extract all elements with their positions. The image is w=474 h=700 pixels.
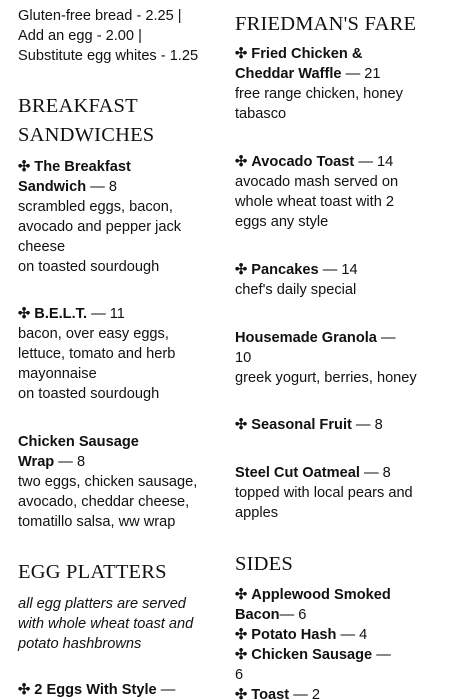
- menu-item-steel-cut-oatmeal: [235, 463, 470, 523]
- item-description: mayonnaise: [18, 366, 97, 382]
- menu-bullet-icon: ✣: [18, 306, 31, 322]
- price-dash: —: [376, 647, 391, 663]
- menu-bullet-icon: ✣: [18, 159, 31, 175]
- price-dash: —: [381, 330, 396, 346]
- egg-platters-note: [18, 594, 223, 654]
- item-name: Applewood Smoked: [251, 587, 391, 603]
- menu-item-breakfast-sandwich: [18, 157, 223, 277]
- menu-bullet-icon: ✣: [18, 682, 31, 698]
- item-name: Seasonal Fruit: [251, 417, 352, 433]
- menu-item-avocado-toast: [235, 152, 470, 232]
- item-name: Pancakes: [251, 262, 319, 278]
- menu-item-seasonal-fruit: [235, 415, 470, 435]
- section-title-line: SANDWICHES: [18, 124, 155, 146]
- menu-bullet-icon: ✣: [235, 262, 248, 278]
- item-description: avocado mash served on: [235, 174, 399, 190]
- item-name: The Breakfast: [34, 159, 131, 175]
- item-name: Steel Cut Oatmeal: [235, 465, 360, 481]
- price-dash: —: [340, 627, 356, 643]
- price-dash: —: [160, 682, 176, 698]
- item-description: lettuce, tomato and herb: [18, 346, 176, 362]
- item-name: Wrap: [18, 454, 55, 470]
- sides-heading: [235, 550, 470, 579]
- price-dash: —: [363, 465, 379, 481]
- item-price: 2: [311, 687, 320, 700]
- menu-item-pancakes: [235, 260, 470, 300]
- extra-add-an-egg: Add an egg - 2.00 |: [18, 28, 142, 44]
- menu-bullet-icon: ✣: [235, 647, 248, 663]
- menu-item-2-eggs-with-style: [18, 680, 223, 700]
- menu-item-belt: [18, 304, 223, 404]
- menu-bullet-icon: ✣: [235, 154, 248, 170]
- menu-item-fried-chicken-waffle: [235, 44, 470, 124]
- item-name: Cheddar Waffle: [235, 66, 342, 82]
- item-name: Housemade Granola: [235, 330, 377, 346]
- section-title: EGG PLATTERS: [18, 561, 167, 583]
- section-note-line: with whole wheat toast and: [18, 616, 194, 632]
- item-name: Sandwich: [18, 179, 87, 195]
- item-name: Toast: [251, 687, 290, 700]
- section-title: SIDES: [235, 553, 293, 575]
- menu-bullet-icon: ✣: [235, 587, 248, 603]
- menu-bullet-icon: ✣: [235, 417, 248, 433]
- extra-substitute-egg-whites: Substitute egg whites - 1.25: [18, 48, 199, 64]
- breakfast-sandwiches-heading: [18, 92, 223, 150]
- item-description: whole wheat toast with 2: [235, 194, 394, 210]
- menu-item-housemade-granola: [235, 328, 470, 388]
- item-name: Bacon: [235, 607, 280, 623]
- item-description: eggs any style: [235, 214, 329, 230]
- item-description: on toasted sourdough: [18, 259, 160, 275]
- price-dash: —: [90, 179, 105, 195]
- menu-bullet-icon: ✣: [235, 687, 248, 700]
- item-price: 4: [359, 627, 368, 643]
- item-price: 6: [235, 667, 244, 683]
- item-price: 8: [76, 454, 86, 470]
- menu-bullet-icon: ✣: [235, 627, 248, 643]
- item-price: 21: [364, 66, 381, 82]
- item-description: avocado and pepper jack: [18, 219, 182, 235]
- item-description: cheese: [18, 239, 66, 255]
- item-name: B.E.L.T.: [34, 306, 87, 322]
- sides-list: [235, 585, 470, 700]
- price-dash: —: [293, 687, 308, 700]
- item-price: 10: [235, 350, 252, 366]
- item-description: topped with local pears and: [235, 485, 413, 501]
- item-price: 8: [374, 417, 383, 433]
- item-description: tomatillo salsa, ww wrap: [18, 514, 176, 530]
- menu-item-chicken-sausage-wrap: [18, 432, 223, 532]
- item-name: Chicken Sausage: [18, 434, 139, 450]
- item-description: tabasco: [235, 106, 287, 122]
- item-name: Potato Hash: [251, 627, 337, 643]
- price-dash: —: [91, 306, 106, 322]
- price-dash: —: [279, 607, 295, 623]
- price-dash: —: [358, 154, 373, 170]
- friedmans-fare-heading: [235, 10, 470, 39]
- item-description: avocado, cheddar cheese,: [18, 494, 190, 510]
- item-name: Chicken Sausage: [251, 647, 373, 663]
- item-name: Avocado Toast: [251, 154, 355, 170]
- section-title-line: BREAKFAST: [18, 95, 138, 117]
- price-dash: —: [58, 454, 73, 470]
- item-price: 14: [377, 154, 394, 170]
- item-name: 2 Eggs With Style: [34, 682, 157, 698]
- price-dash: —: [345, 66, 361, 82]
- item-description: on toasted sourdough: [18, 386, 160, 402]
- price-dash: —: [322, 262, 338, 278]
- item-description: scrambled eggs, bacon,: [18, 199, 173, 215]
- item-price: 8: [108, 179, 117, 195]
- item-price: 8: [382, 465, 391, 481]
- section-note-line: all egg platters are served: [18, 596, 186, 612]
- price-dash: —: [355, 417, 371, 433]
- item-description: apples: [235, 505, 279, 521]
- item-name: Fried Chicken &: [251, 46, 363, 62]
- item-description: two eggs, chicken sausage,: [18, 474, 198, 490]
- item-description: bacon, over easy eggs,: [18, 326, 169, 342]
- menu-bullet-icon: ✣: [235, 46, 248, 62]
- section-note-line: potato hashbrowns: [18, 636, 142, 652]
- item-price: 14: [341, 262, 358, 278]
- item-price: 6: [298, 607, 307, 623]
- extras-list: [18, 6, 223, 66]
- item-description: chef's daily special: [235, 282, 357, 298]
- extra-gluten-free-bread: Gluten-free bread - 2.25 |: [18, 8, 182, 24]
- egg-platters-heading: [18, 558, 223, 587]
- item-description: free range chicken, honey: [235, 86, 403, 102]
- section-title: FRIEDMAN'S FARE: [235, 13, 417, 35]
- item-price: 11: [109, 306, 125, 322]
- item-description: greek yogurt, berries, honey: [235, 370, 417, 386]
